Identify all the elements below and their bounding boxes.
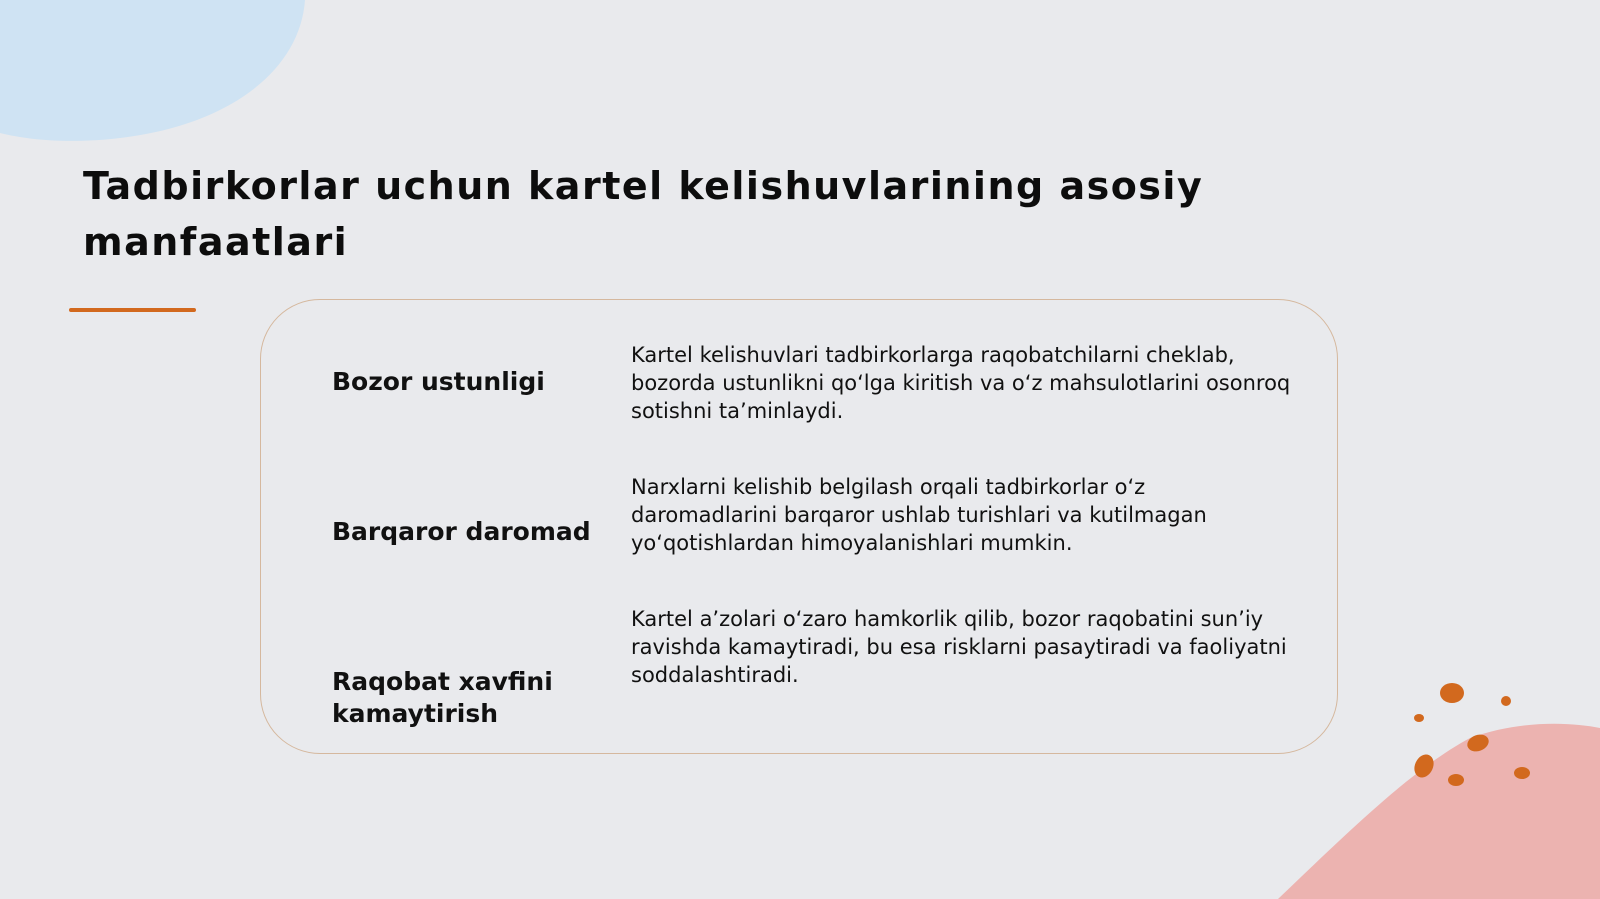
- top-left-blue-blob: [0, 0, 305, 141]
- title-underline: [69, 308, 196, 312]
- benefit-description-reduce-competition-risk: Kartel a’zolari o‘zaro hamkorlik qilib, bozor raqobatini sun’iy ravishda kamaytiradi, bu esa risklarni pasaytiradi va faoliyatni soddalashtiradi.: [631, 607, 1287, 687]
- benefit-label-stable-income: Barqaror daromad: [332, 517, 591, 546]
- benefit-description-market-dominance: Kartel kelishuvlari tadbirkorlarga raqobatchilarni cheklab, bozorda ustunlikni qo‘lga kiritish va o‘z mahsulotlarini osonroq sotishni ta’minlaydi.: [631, 343, 1291, 423]
- benefit-description-stable-income: Narxlarni kelishib belgilash orqali tadbirkorlar o‘z daromadlarini barqaror ushlab turishlari va kutilmagan yo‘qotishlardan himoyalanishlari mumkin.: [631, 475, 1207, 555]
- benefit-label-market-dominance: Bozor ustunligi: [332, 367, 545, 396]
- slide-title: Tadbirkorlar uchun kartel kelishuvlarining asosiy manfaatlari: [83, 164, 1204, 264]
- benefit-label-reduce-competition-risk: Raqobat xavfini kamaytirish: [332, 667, 553, 728]
- bottom-right-pink-blob: [1278, 724, 1600, 899]
